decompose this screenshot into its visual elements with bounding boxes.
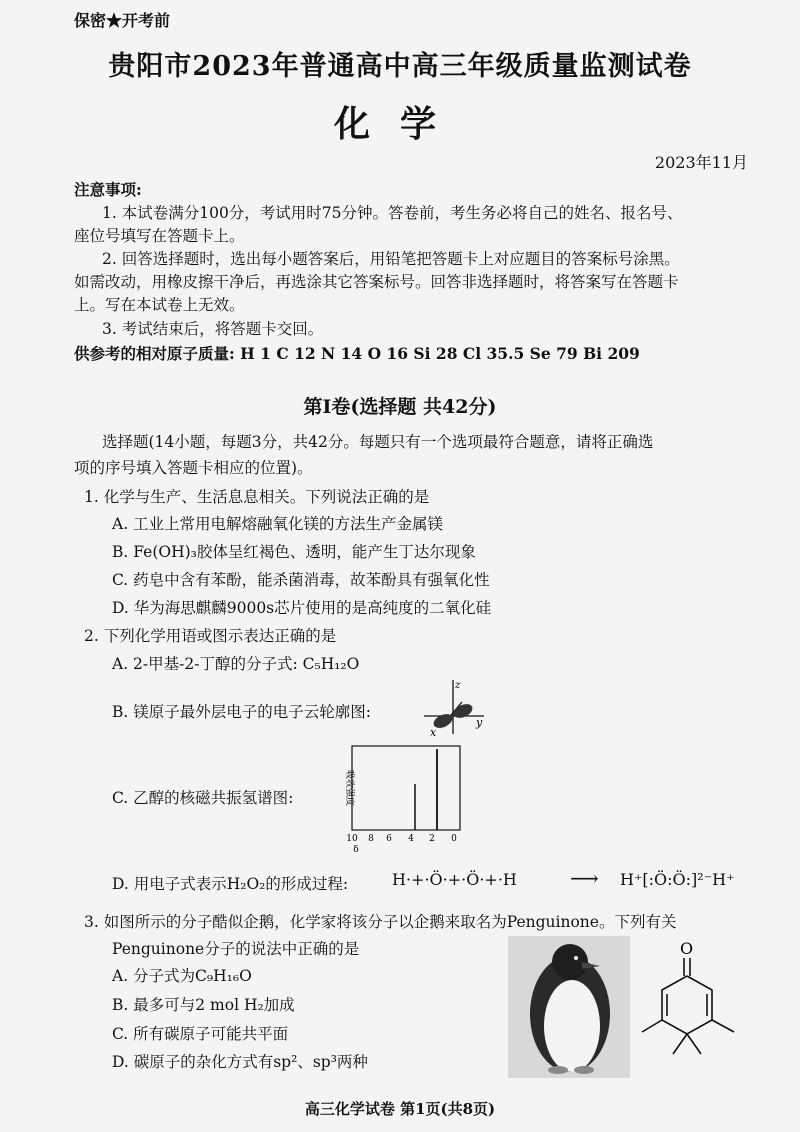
exam-date: 2023年11月: [654, 153, 748, 172]
axis-y-label: y: [476, 716, 483, 729]
subject-title: 化学: [333, 103, 466, 145]
notice-line: 3. 考试结束后，将答题卡交回。: [102, 320, 324, 338]
notice-line: 2. 回答选择题时，选出每小题答案后，用铅笔把答题卡上对应题目的答案标号涂黑。: [102, 250, 680, 268]
penguin-photo: [508, 936, 630, 1078]
question-1-stem: 1. 化学与生产、生活息息相关。下列说法正确的是: [84, 488, 430, 506]
notice-line: 座位号填写在答题卡上。: [74, 227, 245, 245]
section-title: 第Ⅰ卷(选择题 共42分): [303, 396, 497, 418]
oxygen-atom-label: O: [680, 939, 694, 958]
section-intro: 选择题(14小题，每题3分，共42分。每题只有一个选项最符合题意，请将正确选: [102, 433, 654, 451]
question-2-option-c: C. 乙醇的核磁共振氢谱图:: [112, 789, 294, 807]
reaction-arrow: ⟶: [570, 866, 599, 890]
question-1-option-a: A. 工业上常用电解熔融氧化镁的方法生产金属镁: [112, 515, 444, 533]
nmr-tick: 4: [408, 834, 414, 844]
question-3-option-a: A. 分子式为C₉H₁₆O: [112, 967, 252, 985]
nmr-tick: 0: [451, 834, 457, 844]
question-3-option-b: B. 最多可与2 mol H₂加成: [112, 996, 295, 1014]
nmr-tick: 8: [368, 834, 374, 844]
exam-title: 贵阳市2023年普通高中高三年级质量监测试卷: [108, 51, 692, 82]
page-footer: 高三化学试卷 第1页(共8页): [304, 1100, 496, 1118]
question-1-option-b: B. Fe(OH)₃胶体呈红褐色、透明，能产生丁达尔现象: [112, 543, 476, 561]
notice-line: 如需改动，用橡皮擦干净后，再选涂其它答案标号。回答非选择题时，将答案写在答题卡: [74, 273, 679, 291]
atomic-mass-reference: 供参考的相对原子质量: H 1 C 12 N 14 O 16 Si 28 Cl 35.5 Se 79 Bi 209: [74, 344, 640, 363]
h2o2-product: H⁺[:Ö:Ö:]²⁻H⁺: [620, 870, 735, 889]
question-1-option-c: C. 药皂中含有苯酚，能杀菌消毒，故苯酚具有强氧化性: [112, 571, 490, 589]
nmr-tick: 6: [386, 834, 392, 844]
question-3-stem: 3. 如图所示的分子酷似企鹅，化学家将该分子以企鹅来取名为Penguinone。下列有关: [84, 913, 677, 931]
section-intro: 项的序号填入答题卡相应的位置)。: [74, 459, 313, 477]
nmr-tick: 10: [346, 834, 358, 844]
question-3-option-d: D. 碳原子的杂化方式有sp²、sp³两种: [112, 1053, 368, 1071]
notice-line: 1. 本试卷满分100分，考试用时75分钟。答卷前，考生务必将自己的姓名、报名号、: [102, 204, 683, 222]
penguinone-structure: [640, 930, 740, 1060]
nmr-x-label: δ: [353, 845, 359, 854]
question-2-option-a: A. 2-甲基-2-丁醇的分子式: C₅H₁₂O: [112, 655, 360, 673]
question-3-stem: Penguinone分子的说法中正确的是: [112, 940, 360, 958]
nmr-tick: 2: [429, 834, 435, 844]
h2o2-reactants: H·+·Ö·+·Ö·+·H: [392, 870, 517, 889]
question-1-option-d: D. 华为海思麒麟9000s芯片使用的是高纯度的二氧化硅: [112, 599, 492, 617]
question-2-option-b: B. 镁原子最外层电子的电子云轮廓图:: [112, 703, 371, 721]
notice-line: 上。写在本试卷上无效。: [74, 296, 245, 314]
nmr-y-label: 吸收强度: [344, 770, 354, 807]
notice-heading: 注意事项:: [74, 180, 142, 199]
question-2-stem: 2. 下列化学用语或图示表达正确的是: [84, 627, 337, 645]
axis-x-label: x: [430, 726, 437, 738]
axis-z-label: z: [455, 680, 461, 691]
question-2-option-d: D. 用电子式表示H₂O₂的形成过程:: [112, 875, 349, 893]
p-orbital-diagram: [418, 676, 488, 738]
nmr-spectrum: [334, 742, 464, 854]
confidential-label: 保密★开考前: [74, 11, 171, 30]
question-3-option-c: C. 所有碳原子可能共平面: [112, 1025, 289, 1043]
